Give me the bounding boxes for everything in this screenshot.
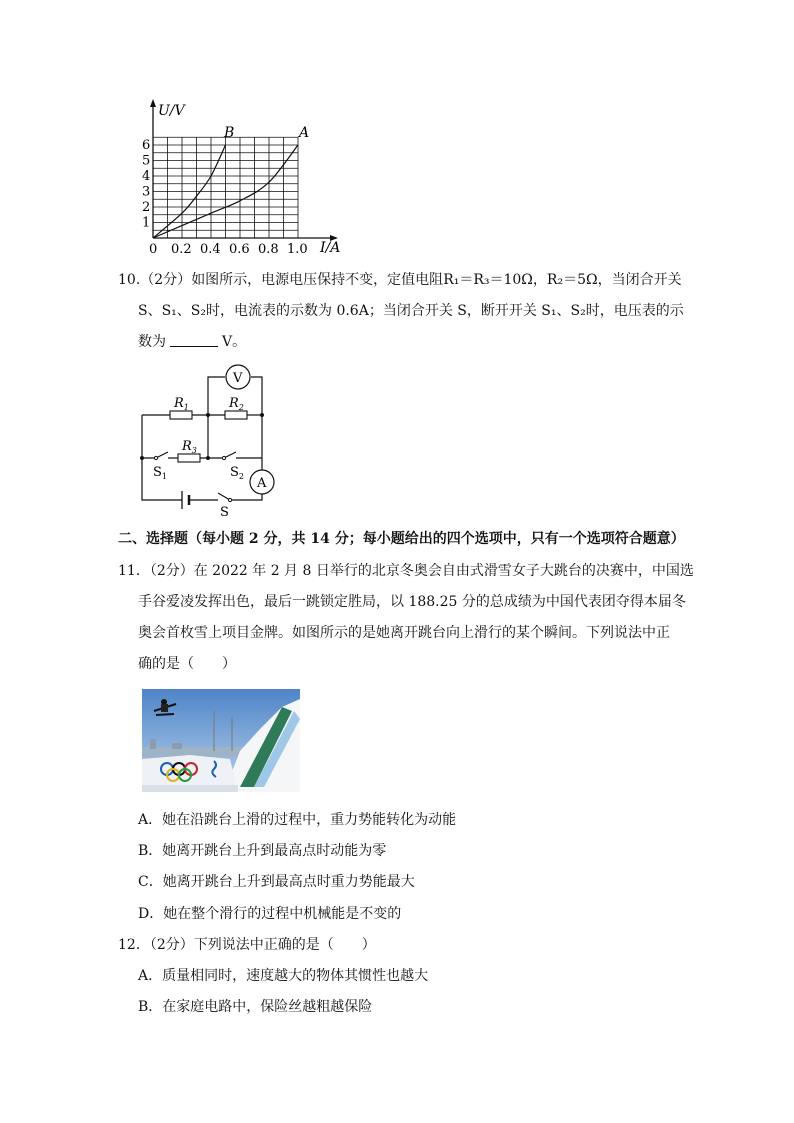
x-tick-label: 0.6 xyxy=(229,242,250,257)
q11-line2: 手谷爱凌发挥出色，最后一跳锁定胜局，以 188.25 分的总成绩为中国代表团夺得本届冬 xyxy=(138,594,686,610)
y-tick-label: 4 xyxy=(142,169,151,184)
x-axis-label: I/A xyxy=(320,240,341,256)
q12-option-b[interactable]: B．在家庭电路中，保险丝越粗越保险 xyxy=(138,999,373,1015)
ammeter-label: A xyxy=(257,476,267,491)
y-tick-labels xyxy=(142,138,150,231)
y-tick-label: 5 xyxy=(142,153,151,169)
y-tick-label: 6 xyxy=(142,138,151,153)
q12-line1: 12．（2分）下列说法中正确的是（ ） xyxy=(118,937,376,953)
q10-line3: 数为 V。 xyxy=(138,334,247,350)
r1-label: $R_1$ xyxy=(174,396,189,412)
y-axis-label: U/V xyxy=(158,103,185,119)
y-tick-label: 2 xyxy=(142,200,151,215)
voltmeter-label: V xyxy=(233,371,243,386)
x-tick-label: 0.4 xyxy=(200,242,221,257)
curve-a-label: A xyxy=(299,125,310,141)
graph-grid xyxy=(153,137,298,238)
y-axis-arrow xyxy=(150,99,156,107)
q11-option-b[interactable]: B．她离开跳台上升到最高点时动能为零 xyxy=(138,843,387,859)
x-tick-labels xyxy=(149,242,308,257)
x-tick-label: 0 xyxy=(149,242,158,257)
q10-line1: 10.（2分）如图所示，电源电压保持不变，定值电阻R₁＝R₃＝10Ω，R₂＝5Ω，当闭合开关 xyxy=(118,272,682,288)
curve-b-label: B xyxy=(224,125,235,141)
y-tick-label: 1 xyxy=(142,215,151,231)
y-tick-label: 3 xyxy=(142,184,151,200)
ski-jump-photo xyxy=(142,689,300,792)
s2-label: $S_2$ xyxy=(230,465,244,481)
r3-label: $R_3$ xyxy=(182,439,197,455)
q11-option-c[interactable]: C．她离开跳台上升到最高点时重力势能最大 xyxy=(138,874,415,890)
s1-label: $S_1$ xyxy=(153,465,167,481)
q12-option-a[interactable]: A．质量相同时，速度越大的物体其惯性也越大 xyxy=(138,968,429,984)
q11-line3: 奥会首枚雪上项目金牌。如图所示的是她离开跳台向上滑行的某个瞬间。下列说法中正 xyxy=(138,625,670,641)
q11-line1: 11．（2分）在 2022 年 2 月 8 日举行的北京冬奥会自由式滑雪女子大跳台的决赛中，中国选 xyxy=(118,563,694,579)
q10-line2: S、S₁、S₂时，电流表的示数为 0.6A；当闭合开关 S，断开开关 S₁、S₂时，电压表的示 xyxy=(138,303,684,319)
u-i-graph xyxy=(130,95,360,260)
x-tick-label: 1.0 xyxy=(287,242,308,257)
s-label: S xyxy=(220,505,229,520)
x-tick-label: 0.8 xyxy=(258,242,279,257)
resistor-r3 xyxy=(178,454,200,462)
resistor-r1 xyxy=(170,411,192,419)
q11-option-d[interactable]: D．她在整个滑行的过程中机械能是不变的 xyxy=(138,906,402,922)
q11-line4: 确的是（ ） xyxy=(138,656,236,672)
section-heading: 二、选择题（每小题 2 分，共 14 分；每小题给出的四个选项中，只有一个选项符合题意） xyxy=(118,531,685,547)
q11-option-a[interactable]: A．她在沿跳台上滑的过程中，重力势能转化为动能 xyxy=(138,812,457,828)
r2-label: $R_2$ xyxy=(229,396,244,412)
x-tick-label: 0.2 xyxy=(171,242,192,257)
resistor-r2 xyxy=(225,411,247,419)
answer-blank[interactable] xyxy=(170,332,218,347)
circuit-diagram xyxy=(130,360,290,520)
